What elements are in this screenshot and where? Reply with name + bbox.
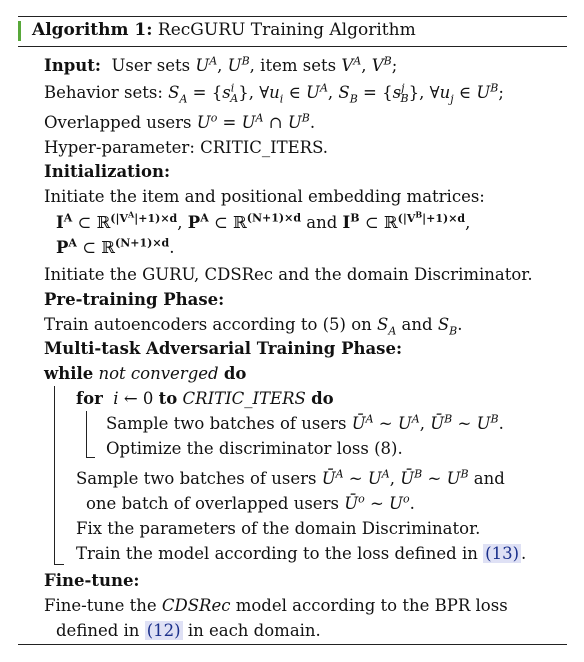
sample-line-2: one batch of overlapped users $Ū^o$ ~ $U^o$. xyxy=(86,492,415,513)
input-line-2: Behavior sets: $S_A = \{s^i_A\}$, $\forall u_i$ ∈ $U^A$, $S_B = \{s^j_B\}$, $\forall u_j$ ∈ $U^B$; xyxy=(44,81,504,106)
finetune-model: CDSRec xyxy=(161,596,231,615)
equation-13-link[interactable]: (13) xyxy=(485,544,520,563)
while-line xyxy=(44,364,246,384)
for-keyword: for xyxy=(76,389,103,408)
pretraining-line: Train autoencoders according to (5) on $S_A$ and $S_B$. xyxy=(44,315,463,338)
finetune-text-d: in each domain. xyxy=(187,621,321,640)
initialization-keyword: Initialization: xyxy=(44,162,171,181)
finetune-text-b: model according to the BPR loss xyxy=(235,596,508,615)
finetune-text-a: Fine-tune the xyxy=(44,596,157,615)
for-block-end xyxy=(86,457,95,458)
input-keyword: Input: xyxy=(44,56,101,75)
initialization-line-1: Initiate the item and positional embedding matrices: xyxy=(44,187,485,206)
train-line xyxy=(76,544,526,564)
finetune-text-c: defined in xyxy=(56,621,140,640)
for-do-keyword: do xyxy=(311,389,334,408)
initialization-matrix-1: $I^A$ ⊂ ℝ$^{(|V^A|+1)\times d}$, $P^A$ ⊂ ℝ$^{(N+1)\times d}$ and $I^B$ ⊂ ℝ$^{(|V^B|+1)\times d}$, xyxy=(56,208,471,232)
equation-12-link[interactable]: (12) xyxy=(146,621,181,640)
input-line-3: Overlapped users $U^o = U^A$ ∩ $U^B$. xyxy=(44,111,316,132)
algorithm-marker xyxy=(18,21,21,41)
top-rule xyxy=(18,16,567,17)
train-end: . xyxy=(521,544,527,563)
multitask-keyword: Multi-task Adversarial Training Phase: xyxy=(44,339,403,358)
to-keyword: to xyxy=(158,389,178,408)
for-variable: i xyxy=(113,389,119,408)
sample-line-1: Sample two batches of users $Ū^A$ ~ $U^A$, $Ū^B$ ~ $U^B$ and xyxy=(76,467,505,488)
for-start: 0 xyxy=(142,389,154,408)
initialization-matrix-2: $P^A$ ⊂ ℝ$^{(N+1)\times d}$. xyxy=(56,236,175,257)
finetune-keyword: Fine-tune: xyxy=(44,571,140,590)
algorithm-title xyxy=(32,20,416,40)
input-line-1: Input: User sets $U^A$, $U^B$, item sets $V^A$, $V^B$; xyxy=(44,54,398,75)
train-text: Train the model according to the loss defined in xyxy=(76,544,478,563)
while-do-keyword: do xyxy=(223,364,247,383)
inner-line-2: Optimize the discriminator loss (8). xyxy=(106,439,403,458)
while-condition: not converged xyxy=(98,364,219,383)
algorithm-name: RecGURU Training Algorithm xyxy=(157,20,416,40)
finetune-line-2 xyxy=(56,621,321,641)
algorithm-label: Algorithm 1: xyxy=(32,20,153,40)
pretraining-keyword: Pre-training Phase: xyxy=(44,290,225,309)
input-line-4: Hyper-parameter: CRITIC_ITERS. xyxy=(44,138,329,157)
while-block-bar xyxy=(54,386,55,564)
bottom-rule xyxy=(18,644,567,645)
for-block-bar xyxy=(86,411,87,457)
for-end: CRITIC_ITERS xyxy=(182,389,306,408)
inner-line-1: Sample two batches of users $Ū^A$ ~ $U^A$, $Ū^B$ ~ $U^B$. xyxy=(106,412,504,433)
initialization-line-2: Initiate the GURU, CDSRec and the domain Discriminator. xyxy=(44,265,533,284)
while-keyword: while xyxy=(44,364,94,383)
fix-line: Fix the parameters of the domain Discriminator. xyxy=(76,519,481,538)
for-arrow: ← xyxy=(123,389,138,408)
finetune-line-1 xyxy=(44,596,508,616)
title-rule xyxy=(18,46,567,47)
while-block-end xyxy=(54,564,64,565)
for-line xyxy=(76,389,334,409)
